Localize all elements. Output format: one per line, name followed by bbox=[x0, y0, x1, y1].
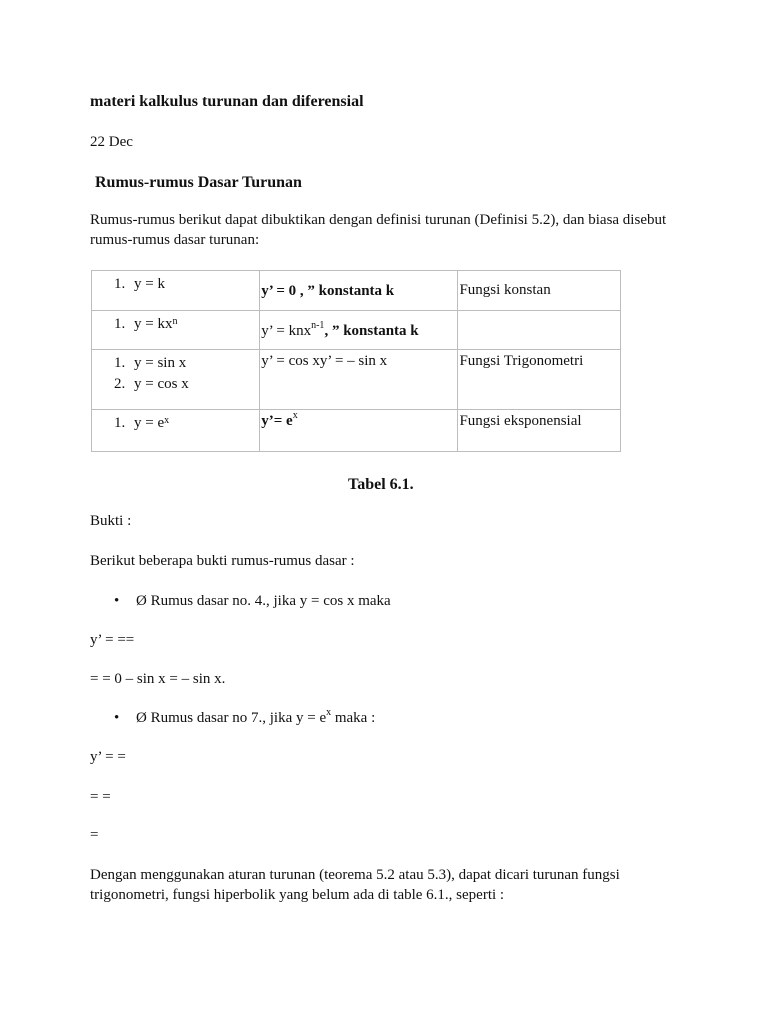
exponent: x bbox=[326, 707, 332, 718]
bullet-icon: • bbox=[114, 710, 120, 726]
closing-paragraph: Dengan menggunakan aturan turunan (teorema 5.2 atau 5.3), dapat dicari turunan fungsi trigonometri, fungsi hiperbolik yang belum ada di table 6.1., seperti : bbox=[90, 867, 620, 903]
bullet-text-end: maka : bbox=[331, 710, 376, 726]
table-row bbox=[92, 410, 621, 452]
table-row bbox=[92, 271, 621, 311]
equation-line: = = 0 – sin x = – sin x. bbox=[90, 671, 226, 687]
table-row bbox=[92, 350, 621, 410]
function-cell: y = k bbox=[134, 276, 165, 292]
function-type-cell: Fungsi eksponensial bbox=[459, 413, 582, 429]
derivative-cell: y’ = cos xy’ = – sin x bbox=[261, 353, 388, 369]
bullet-text: Ø Rumus dasar no 7., jika y = e bbox=[136, 710, 327, 726]
table-row bbox=[92, 311, 621, 350]
function-cell: y = cos x bbox=[134, 376, 189, 392]
function-cell: y = e bbox=[134, 415, 165, 431]
section-heading: Rumus-rumus Dasar Turunan bbox=[95, 174, 302, 191]
function-type-cell: Fungsi Trigonometri bbox=[459, 353, 584, 369]
function-cell: y = sin x bbox=[134, 355, 187, 371]
bullet-text: Ø Rumus dasar no. 4., jika y = cos x maka bbox=[136, 593, 391, 609]
table-caption: Tabel 6.1. bbox=[348, 476, 414, 493]
equation-line: = bbox=[90, 827, 99, 843]
post-date: 22 Dec bbox=[90, 134, 133, 150]
derivative-cell: y’= e bbox=[261, 413, 293, 429]
list-item bbox=[114, 707, 376, 727]
list-number: 1. bbox=[114, 276, 126, 292]
document-title: materi kalkulus turunan dan diferensial bbox=[90, 93, 364, 110]
list-number: 1. bbox=[114, 316, 126, 332]
list-number: 1. bbox=[114, 355, 126, 371]
equation-line: y’ = == bbox=[90, 632, 135, 648]
function-type-cell bbox=[458, 311, 620, 322]
derivative-note: , ” konstanta k bbox=[324, 323, 419, 339]
list-number: 2. bbox=[114, 376, 126, 392]
proof-intro: Berikut beberapa bukti rumus-rumus dasar : bbox=[90, 553, 355, 569]
bukti-label: Bukti : bbox=[90, 513, 132, 529]
function-cell: y = kx bbox=[134, 316, 173, 332]
list-item bbox=[114, 593, 391, 610]
intro-paragraph: Rumus-rumus berikut dapat dibuktikan dengan definisi turunan (Definisi 5.2), dan biasa disebut rumus-rumus dasar turunan: bbox=[90, 212, 667, 248]
exponent: n bbox=[172, 316, 178, 327]
equation-line: = = bbox=[90, 789, 111, 805]
exponent: n-1 bbox=[311, 320, 325, 331]
list-number: 1. bbox=[114, 415, 126, 431]
exponent: x bbox=[164, 415, 170, 426]
bullet-icon: • bbox=[114, 593, 120, 609]
derivative-cell: y’ = knx bbox=[261, 323, 312, 339]
exponent: x bbox=[292, 410, 298, 421]
function-type-cell: Fungsi konstan bbox=[459, 282, 551, 298]
derivative-cell: y’ = 0 , ” konstanta k bbox=[261, 283, 395, 299]
equation-line: y’ = = bbox=[90, 749, 126, 765]
formula-table bbox=[91, 270, 621, 452]
